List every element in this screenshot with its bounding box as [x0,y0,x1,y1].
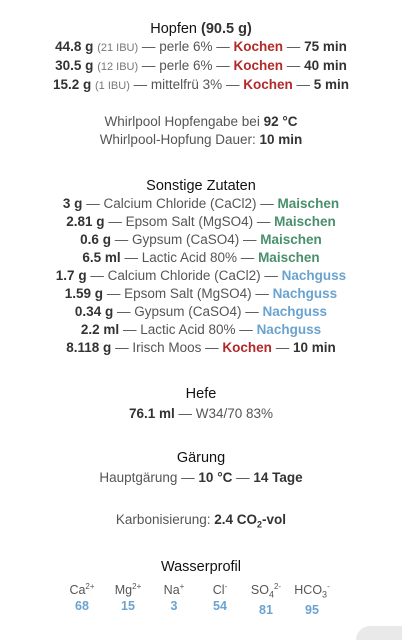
ingredient-name: Irisch Moos [132,340,202,355]
ingredient-name: Lactic Acid 80% [140,322,236,337]
hop-amount: 30.5 g [55,58,94,73]
hop-amount: 44.8 g [55,39,94,54]
whirlpool-duration-label: Whirlpool-Hopfung Dauer: [99,132,256,147]
hop-time: 40 min [304,58,347,73]
water-ions [0,579,402,619]
carbonation-sub: 2 [257,519,263,530]
separator: — [216,39,230,54]
ingredient-use: Kochen [222,340,272,355]
ion-charge: 2- [273,581,282,591]
ion-name [289,579,335,603]
ingredient-row [0,267,402,285]
ingredient-amount: 3 g [62,196,83,211]
hop-ibu: (1 IBU) [95,80,130,92]
hop-name: perle 6% [159,39,213,54]
whirlpool-temp-label: Whirlpool Hopfengabe bei [104,114,260,129]
water-ion [151,579,197,619]
ingredient-row [0,213,402,231]
ion-value: 95 [305,603,319,618]
separator: — [264,268,278,283]
hop-name: mittelfrü 3% [150,77,223,92]
ingredient-amount: 2.2 ml [80,322,120,337]
ingredient-amount: 0.34 g [74,304,114,319]
water-ion [289,579,335,619]
separator: — [240,250,255,265]
ingredient-name: Epsom Salt (MgSO4) [124,286,252,301]
ingredient-row [0,249,402,267]
ion-sub: 3 [322,589,328,600]
separator: — [245,304,259,319]
ion-charge: - [224,581,228,591]
hop-row [0,38,402,57]
water-ion [105,579,151,619]
carbonation-section [0,511,402,534]
ingredient-row [0,231,402,249]
hop-row [0,76,402,95]
hops-title-label: Hopfen [150,21,197,37]
separator: — [141,39,156,54]
carbonation-value-group [214,512,287,530]
other-title: Sonstige Zutaten [146,178,256,194]
yeast-title: Hefe [185,386,217,402]
separator: — [133,77,148,92]
hop-name: perle 6% [159,58,213,73]
hop-ibu: (21 IBU) [97,42,139,54]
separator: — [141,58,156,73]
ion-symbol: Ca [69,582,86,597]
ingredient-time: 10 min [292,340,336,355]
separator: — [286,58,301,73]
separator: — [256,214,271,229]
ingredient-use: Nachguss [262,304,328,319]
ion-symbol: Mg [114,582,133,597]
separator: — [124,250,138,265]
ion-value: 81 [259,603,273,618]
separator: — [122,322,137,337]
separator: — [90,268,104,283]
hops-total: (90.5 g) [201,21,252,37]
whirlpool-temp [0,113,402,131]
fermentation-section [0,449,402,487]
yeast-line [0,405,402,423]
other-list [0,195,402,357]
ion-value: 54 [213,598,227,613]
separator: — [108,214,122,229]
ingredient-use: Maischen [260,232,322,247]
carbonation-value: 2.4 CO [214,512,258,527]
ion-symbol: HCO [294,582,323,597]
ion-value: 68 [75,598,89,613]
ingredient-name: Gypsum (CaSO4) [134,304,242,319]
carbonation-line [0,511,402,534]
separator: — [225,77,240,92]
ion-charge: + [179,581,185,591]
separator: — [243,232,257,247]
ingredient-use: Nachguss [272,286,338,301]
ion-name [151,579,197,598]
yeast-name: W34/70 83% [195,406,274,421]
ingredient-name: Gypsum (CaSO4) [131,232,240,247]
separator: — [106,286,121,301]
ingredient-use: Nachguss [256,322,322,337]
separator: — [260,196,274,211]
separator: — [255,286,269,301]
separator: — [178,406,192,421]
water-ion [197,579,243,619]
separator: — [216,58,230,73]
ingredient-amount: 0.6 g [80,232,111,247]
ion-value: 15 [121,598,135,613]
ion-name [59,579,105,598]
ion-sub: 4 [268,589,274,600]
fermentation-temp: 10 °C [198,470,233,485]
fermentation-label: Hauptgärung [99,470,178,485]
fermentation-duration: 14 Tage [253,470,303,485]
hop-time: 75 min [304,39,347,54]
whirlpool-duration [0,131,402,149]
ingredient-amount: 2.81 g [66,214,105,229]
hop-row [0,57,402,76]
other-section [0,177,402,357]
water-section [0,558,402,619]
scroll-corner [356,626,402,640]
separator: — [205,340,219,355]
carbonation-label: Karbonisierung: [115,512,211,527]
ingredient-name: Calcium Chloride (CaCl2) [103,196,257,211]
hops-list [0,38,402,95]
hops-title [0,20,402,38]
ingredient-use: Maischen [277,196,340,211]
ingredient-amount: 6.5 ml [82,250,121,265]
ion-value: 3 [170,598,178,613]
whirlpool-duration-value: 10 min [259,132,303,147]
water-ion [243,579,289,619]
yeast-section [0,385,402,423]
separator: — [181,470,195,485]
separator: — [114,232,129,247]
ingredient-use: Maischen [274,214,336,229]
water-title: Wasserprofil [160,558,242,575]
separator: — [86,196,100,211]
ingredient-use: Nachguss [281,268,347,283]
ingredient-row [0,303,402,321]
separator: — [116,304,131,319]
hops-section [0,20,402,149]
ingredient-use: Maischen [258,250,320,265]
ingredient-amount: 8.118 g [66,340,112,355]
separator: — [296,77,310,92]
separator: — [275,340,290,355]
ion-charge: 2+ [132,581,142,591]
ion-symbol: SO [250,582,269,597]
separator: — [286,39,301,54]
hop-use: Kochen [233,58,284,73]
ingredient-row [0,321,402,339]
carbonation-unit: -vol [262,512,287,527]
ingredient-name: Lactic Acid 80% [141,250,238,265]
ingredient-amount: 1.7 g [55,268,87,283]
water-ion [59,579,105,619]
whirlpool-temp-value: 92 °C [263,114,298,129]
hop-use: Kochen [243,77,293,92]
ion-charge: 2+ [85,581,95,591]
ion-symbol: Cl [212,582,225,597]
yeast-amount: 76.1 ml [128,406,175,421]
ion-name [105,579,151,598]
ingredient-name: Calcium Chloride (CaCl2) [107,268,261,283]
ingredient-amount: 1.59 g [64,286,104,301]
hop-ibu: (12 IBU) [97,61,139,73]
separator: — [236,470,250,485]
separator: — [239,322,253,337]
ingredient-row [0,195,402,213]
ingredient-row [0,339,402,357]
hop-use: Kochen [233,39,284,54]
hop-amount: 15.2 g [52,77,92,92]
ion-name [243,579,289,603]
fermentation-line [0,469,402,487]
ingredient-row [0,285,402,303]
separator: — [115,340,129,355]
ion-name [197,579,243,598]
hop-time: 5 min [313,77,350,92]
ion-charge: - [327,581,330,591]
fermentation-title: Gärung [176,450,226,466]
ingredient-name: Epsom Salt (MgSO4) [125,214,254,229]
ion-symbol: Na [163,582,180,597]
